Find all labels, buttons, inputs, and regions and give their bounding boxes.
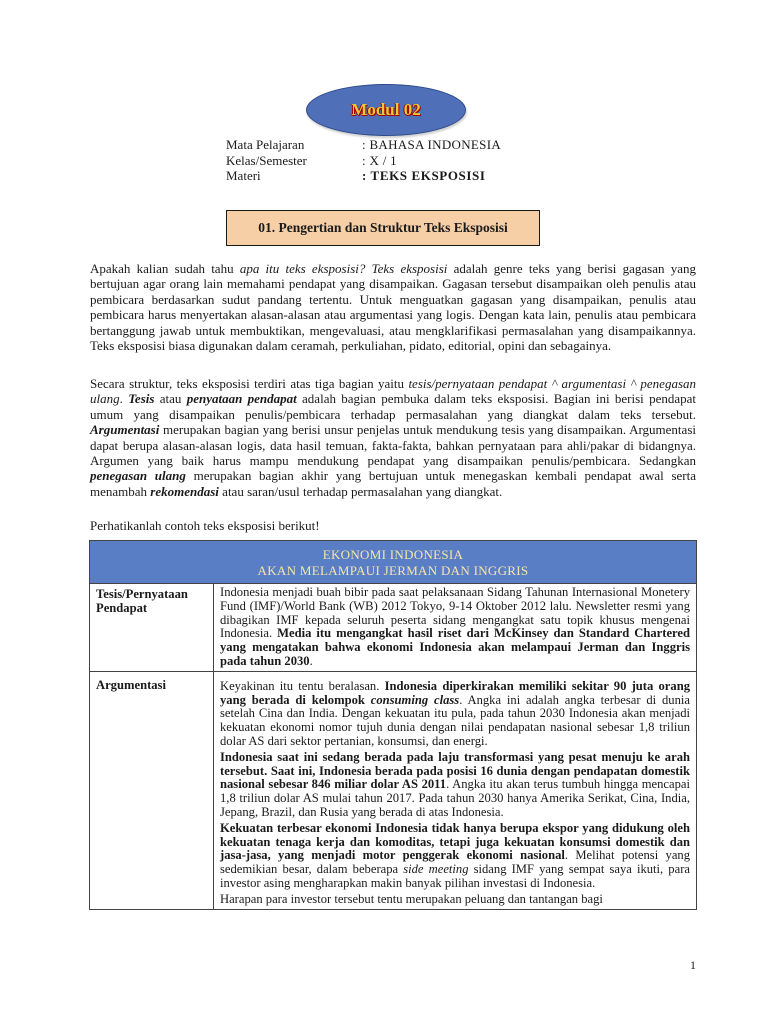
table-row-thesis [90, 584, 697, 672]
text-run-bold: Media itu mengangkat hasil riset dari McKinsey dan Standard Chartered yang mengatakan bahwa ekonomi Indonesia akan melampaui Jerman dan Inggris pada tahun 2030 [220, 626, 690, 668]
term-argument: Argumentasi [90, 422, 160, 438]
argument-paragraph [220, 893, 690, 907]
row-content [214, 671, 697, 909]
section-title: 01. Pengertian dan Struktur Teks Eksposisi [258, 220, 508, 235]
info-key: Kelas/Semester [226, 152, 307, 168]
text-run-italic: tesis/pernyataan pendapat ^ argumentasi ^ penegasan ulang [90, 376, 696, 407]
info-value: : BAHASA INDONESIA [362, 137, 502, 152]
page-number: 1 [690, 958, 696, 972]
subject-info [226, 137, 501, 184]
info-row-class [226, 153, 501, 169]
text-run: Keyakinan itu tentu beralasan. [220, 678, 385, 693]
text-run-bold-italic: consuming class [370, 692, 460, 707]
table-title [90, 541, 697, 584]
info-row-subject [226, 137, 501, 153]
info-row-material [226, 168, 501, 184]
text-run: adalah genre teks yang berisi gagasan yang bertujuan agar orang lain memahami pendapat yang disampaikan. Gagasan tersebut disampaikan oleh penulis atau pembicara berdasarkan sudut pandang tertentu. Untuk menguatkan gagasan yang disampaikan, penulis atau pembicara harus menyertakan alasan-alasan atau argumentasi yang logis. Dengan kata lain, penulis atau pembicara bertanggung jawab untuk membuktikan, mengevaluasi, atau mengklarifikasi permasalahan yang disampaikannya. Teks eksposisi biasa digunakan dalam ceramah, perkuliahan, pidato, editorial, opini dan sebagainya. [90, 261, 697, 354]
text-run: Indonesia menjadi buah bibir pada saat pelaksanaan Sidang Tahunan Internasional Monetery Fund (IMF)/World Bank (WB) 2012 Tokyo, 9-14 Oktober 2012 lalu. Newsletter resmi yang dibagikan IMF kepada seluruh peserta sidang mengangkat satu topik khusus mengenai Indonesia. [220, 585, 690, 641]
term-thesis: Tesis [128, 391, 155, 407]
argument-paragraph [220, 680, 690, 749]
text-run-bold: Indonesia saat ini sedang berada pada laju transformasi yang pesat menuju ke arah tersebut. Saat ini, Indonesia berada pada posisi 16 dunia dengan pendapatan domestik nasional sebesar 846 miliar dolar AS 2011 [220, 749, 690, 792]
text-run-bold: Indonesia diperkirakan memiliki sekitar 90 juta orang yang berada di kelompok [220, 678, 690, 707]
text-run: atau [154, 391, 187, 407]
term-reaffirmation: penegasan ulang [90, 468, 186, 484]
example-table [89, 540, 697, 910]
info-key: Mata Pelajaran [226, 137, 305, 152]
text-run: . [309, 653, 313, 668]
term-recommendation: rekomendasi [150, 483, 219, 499]
text-run: Apakah kalian sudah tahu [90, 261, 240, 276]
row-label: Tesis/Pernyataan Pendapat [90, 584, 214, 672]
text-run: Secara struktur, teks eksposisi terdiri atas tiga bagian yaitu [90, 376, 409, 391]
section-title-box [226, 210, 540, 246]
text-run: . Melihat potensi yang sedemikian besar, dalam beberapa [220, 848, 690, 877]
info-value: : X / 1 [362, 152, 397, 168]
text-run: . Angka itu akan terus tumbuh hingga mencapai 1,8 triliun dolar AS mulai tahun 2017. Pada tahun 2030 hanya Amerika Serikat, Cina, India, Jepang, Brazil, dan Rusia yang berada di atas Indonesia. [220, 777, 690, 819]
text-run: sidang IMF yang sempat saya ikuti, para investor asing mengharapkan makin banyak pilihan investasi di Indonesia. [220, 862, 690, 890]
info-value: : TEKS EKSPOSISI [362, 168, 486, 183]
text-run: atau saran/usul terhadap permasalahan yang diangkat. [218, 483, 503, 499]
text-run: adalah bagian pembuka dalam teks eksposisi. Bagian ini berisi pendapat umum yang disampaikan penulis/pembicara terhadap permasalahan yang diangkat dalam teks tersebut. [90, 391, 696, 422]
text-run: . Angka ini adalah angka terbesar di dunia setelah Cina dan India. Dengan kekuatan itu pula, pada tahun 2030 Indonesia akan menjadi kekuatan ekonomi nomor tujuh dunia dengan nilai pendapatan nasional sebesar 1,8 triliun dolar AS dari sektor pertanian, konsumsi, dan energi. [220, 692, 690, 748]
argument-paragraph [220, 822, 690, 891]
text-run: merupakan bagian yang berisi unsur penjelas untuk mendukung tesis yang disampaikan. Argumentasi dapat berupa alasan-alasan logis, data hasil temuan, fakta-fakta, bahkan pernyataan para ahli/pakar di bidangnya. Argumen yang baik harus mampu mendukung pendapat yang disampaikan penulis/pembicara. Sedangkan [90, 422, 696, 469]
table-title-line1: EKONOMI INDONESIA [322, 547, 464, 562]
text-run-italic: apa itu teks eksposisi? Teks eksposisi [239, 261, 448, 276]
text-run-italic: side meeting [403, 862, 469, 877]
module-badge [306, 84, 466, 136]
table-title-line2: AKAN MELAMPAUI JERMAN DAN INGGRIS [257, 563, 529, 578]
intro-paragraph [90, 261, 696, 353]
text-run: merupakan bagian akhir yang bertujuan untuk menegaskan kembali pendapat awal serta menambah [90, 468, 696, 499]
module-label: Modul 02 [351, 100, 421, 119]
argument-paragraph [220, 751, 690, 820]
table-row-argument [90, 671, 697, 909]
example-intro: Perhatikanlah contoh teks eksposisi berikut! [90, 518, 320, 533]
text-run: . [119, 391, 129, 407]
text-run: Harapan para investor tersebut tentu merupakan peluang dan tantangan bagi [220, 891, 603, 906]
text-run-bold: Kekuatan terbesar ekonomi Indonesia tidak hanya berupa ekspor yang didukung oleh kekuatan tenaga kerja dan komoditas, tetapi juga kekuatan konsumsi domestik dan jasa-jasa, yang menjadi motor penggerak ekonomi nasional [220, 820, 690, 863]
row-label: Argumentasi [90, 671, 214, 909]
row-content [214, 584, 697, 672]
term-opinion: penyataan pendapat [186, 391, 297, 407]
info-key: Materi [226, 168, 261, 183]
table-header-row [90, 541, 697, 584]
structure-paragraph [90, 376, 696, 499]
